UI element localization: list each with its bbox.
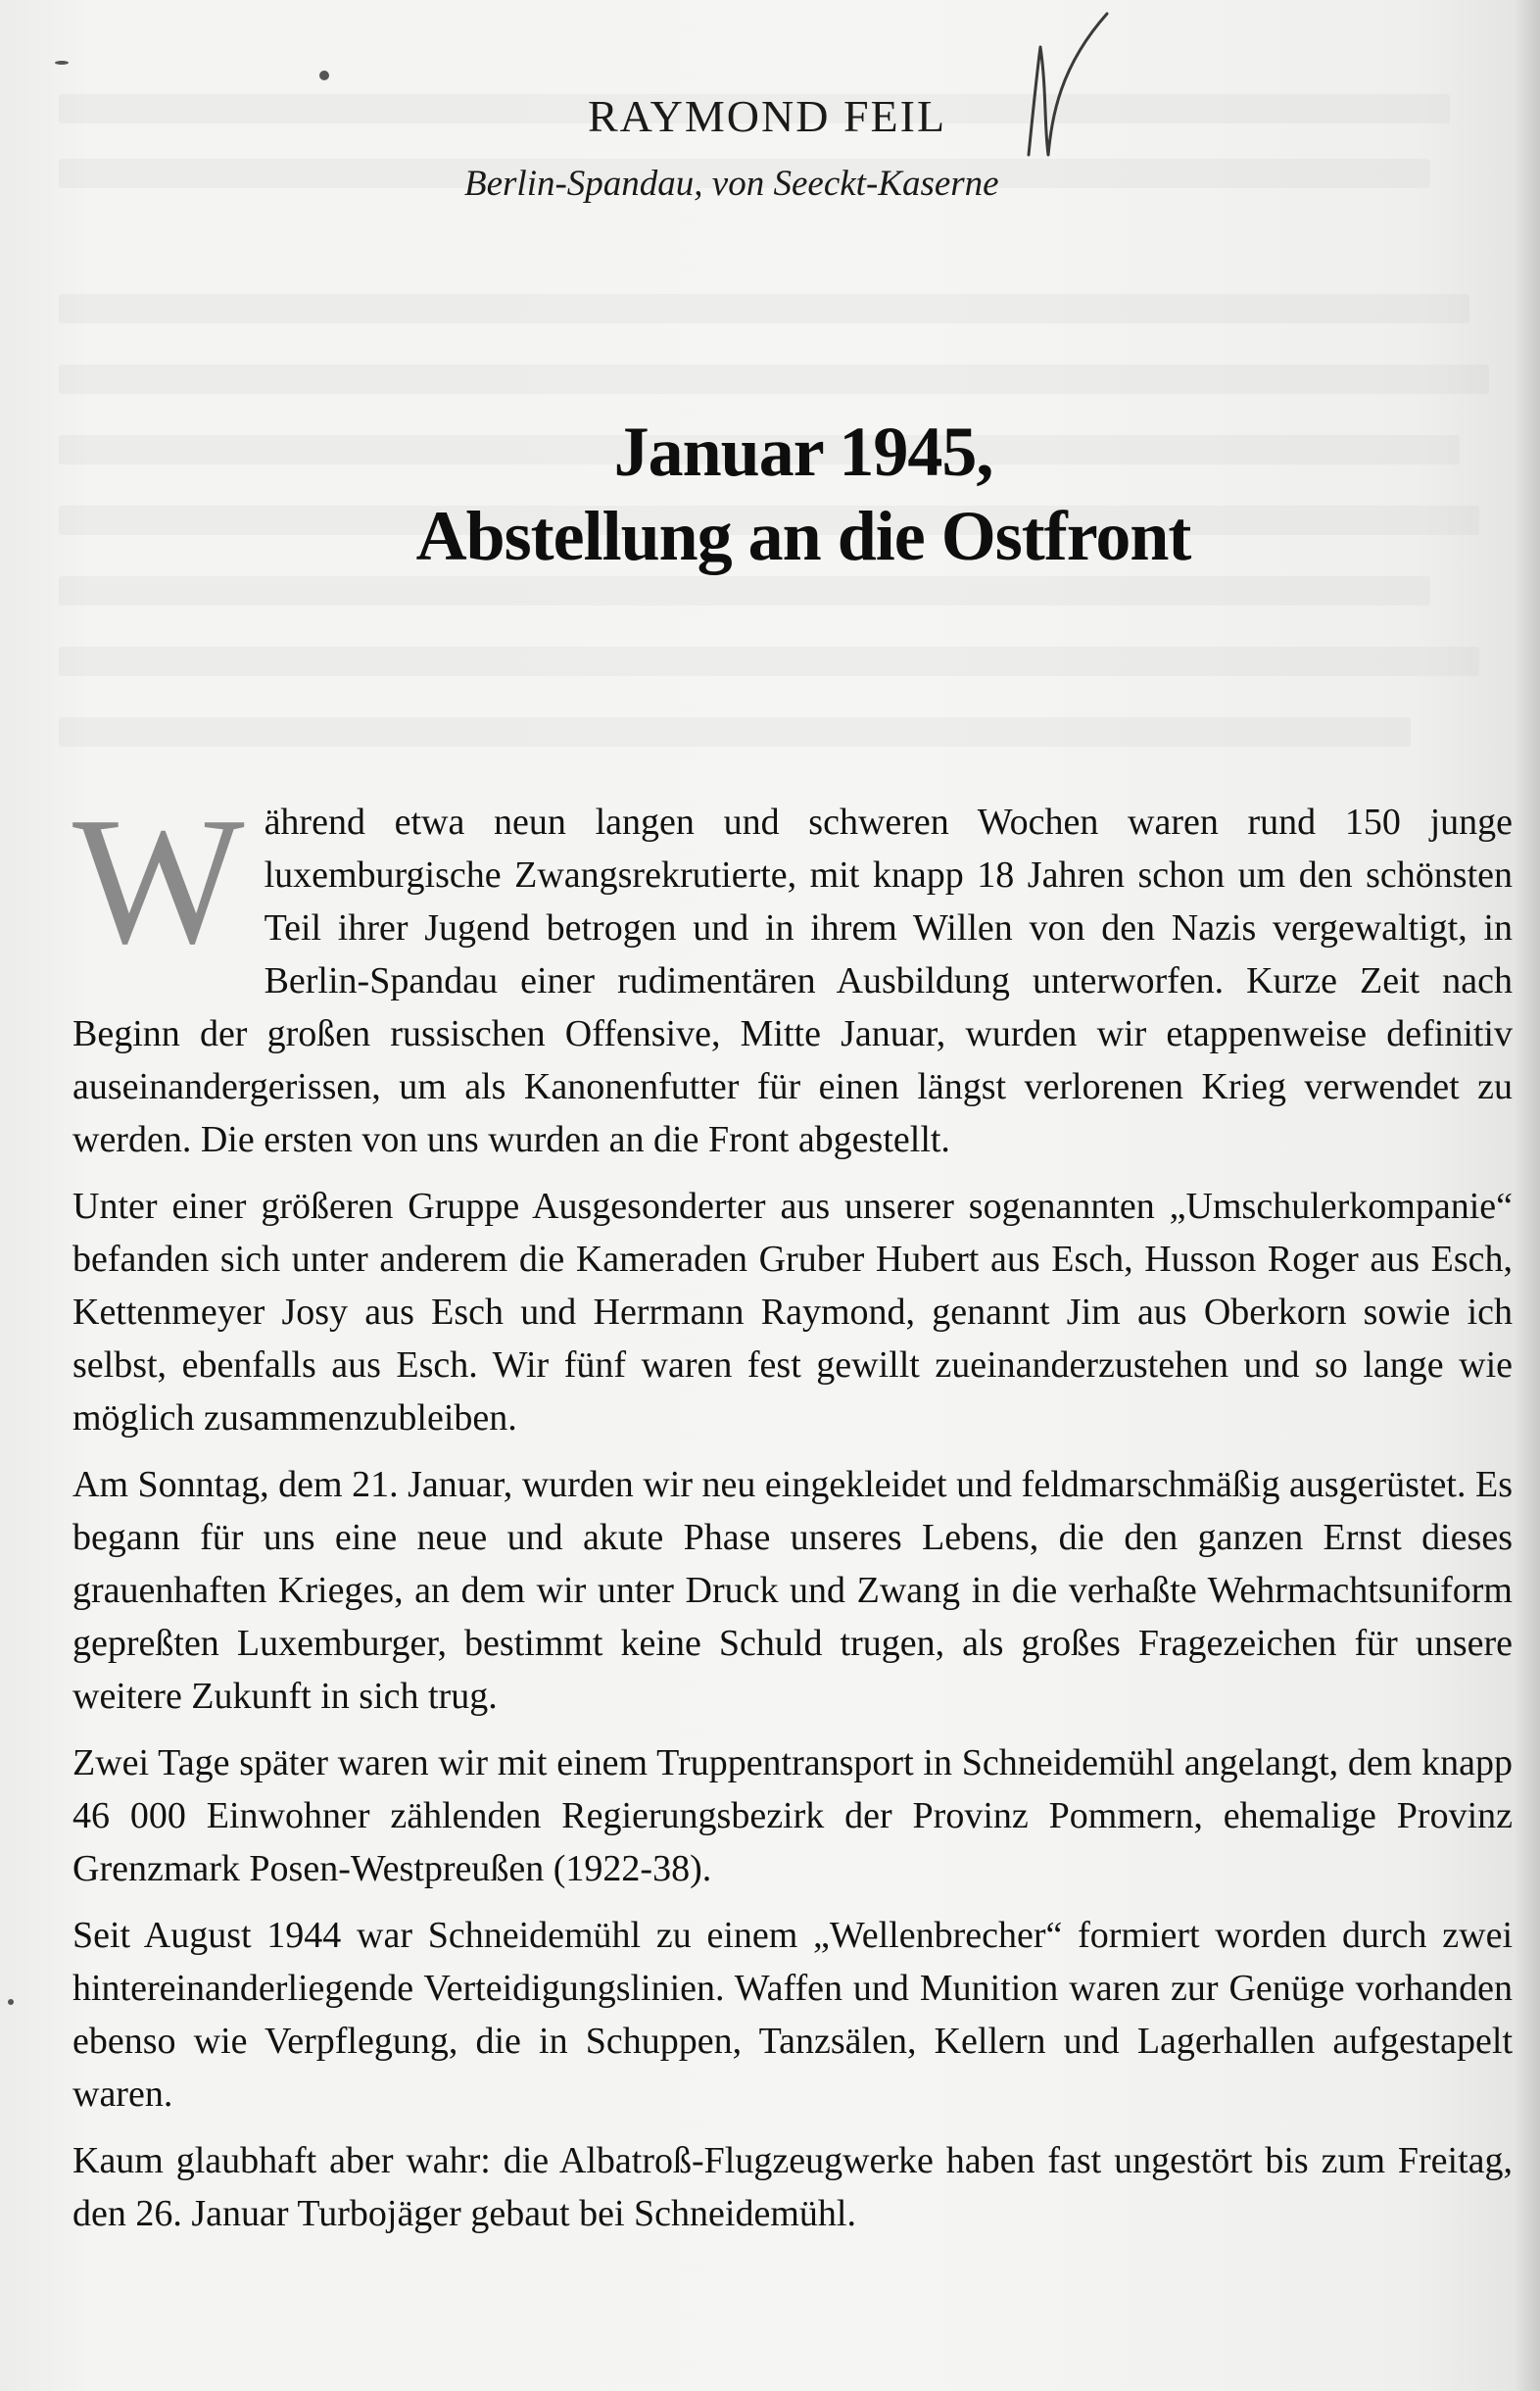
- handwritten-mark-icon: [989, 8, 1117, 174]
- scan-speck: [8, 1999, 14, 2005]
- scan-speck: [55, 61, 69, 65]
- paragraph: Kaum glaubhaft aber wahr: die Albatroß-Flugzeugwerke haben fast ungestört bis zum Freitag, den 26. Januar Turbojäger gebaut bei Schneidemühl.: [72, 2140, 1513, 2234]
- paragraph: Am Sonntag, dem 21. Januar, wurden wir neu eingekleidet und feldmarschmäßig ausgerüstet. Es begann für uns eine neue und akute Phase unseres Lebens, die den ganzen Ernst dieses grauenhaften Krieges, an dem wir unter Druck und Zwang in die verhaßte Wehrmachtsuniform gepreßten Luxemburger, bestimmt keine Schuld trugen, als großes Fragezeichen für unsere weitere Zukunft in sich trug.: [72, 1464, 1513, 1717]
- chapter-title-line-2: Abstellung an die Ostfront: [415, 497, 1191, 575]
- paragraph: Seit August 1944 war Schneidemühl zu einem „Wellenbrecher“ formiert worden durch zwei hintereinanderliegende Verteidigungslinien. Waffen und Munition waren zur Genüge vorhanden ebenso wie Verpflegung, die in Schuppen, Tanzsälen, Kellern und Lagerhallen aufgestapelt waren.: [72, 1915, 1513, 2115]
- drop-cap: W: [72, 780, 245, 982]
- location-subtitle: Berlin-Spandau, von Seeckt-Kaserne: [464, 164, 999, 204]
- paragraph: Unter einer größeren Gruppe Ausgesonderter aus unserer sogenannten „Umschulerkompanie“ befanden sich unter anderem die Kameraden Gruber Hubert aus Esch, Husson Roger aus Esch, Kettenmeyer Josy aus Esch und Herrmann Raymond, genannt Jim aus Oberkorn sowie ich selbst, ebenfalls aus Esch. Wir fünf waren fest gewillt zueinanderzustehen und so lange wie möglich zusammenzubleiben.: [72, 1186, 1513, 1439]
- chapter-title-line-1: Januar 1945,: [613, 413, 993, 491]
- author-name: RAYMOND FEIL: [588, 91, 947, 141]
- paragraph-text: ährend etwa neun langen und schweren Wochen waren rund 150 junge luxemburgische Zwangsrekrutierte, mit knapp 18 Jahren schon um den schönsten Teil ihrer Jugend betrogen und in ihrem Willen von den Nazis vergewaltigt, in Berlin-Spandau einer rudimentären Ausbildung unterworfen. Kurze Zeit nach Beginn der großen russischen Offensive, Mitte Januar, wurden wir etappenweise definitiv auseinandergerissen, um als Kanonenfutter für einen längst verlorenen Krieg verwendet zu werden. Die ersten von uns wurden an die Front abgestellt.: [72, 802, 1513, 1160]
- scan-speck: [319, 71, 329, 80]
- page-edge-shadow: [1515, 0, 1540, 2391]
- body-text: [72, 780, 1513, 2254]
- paragraph: Zwei Tage später waren wir mit einem Truppentransport in Schneidemühl angelangt, dem knapp 46 000 Einwohner zählenden Regierungsbezirk der Provinz Pommern, ehemalige Provinz Grenzmark Posen-Westpreußen (1922-38).: [72, 1742, 1513, 1889]
- paragraph: [72, 780, 1513, 1166]
- chapter-title: [196, 410, 1411, 578]
